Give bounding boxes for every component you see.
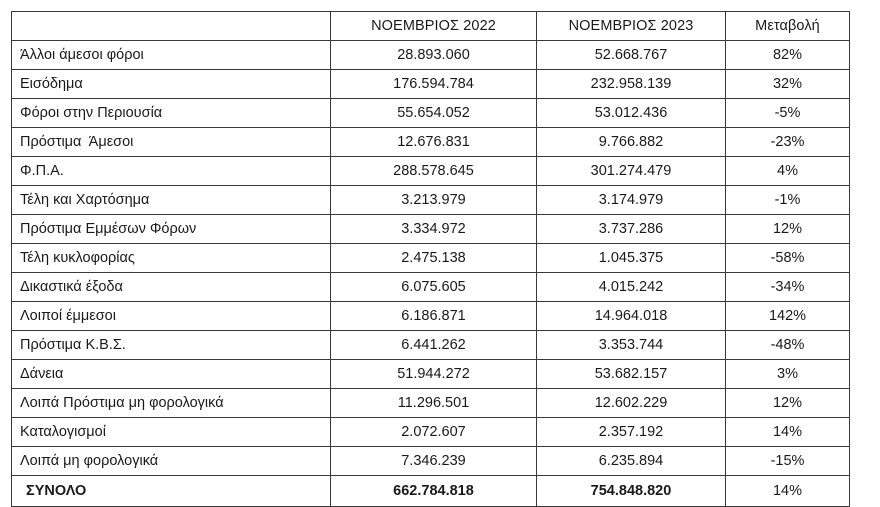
cell-change-percent: 12%: [726, 389, 850, 418]
cell-value-2023: 52.668.767: [537, 41, 726, 70]
revenue-comparison-table: [11, 11, 850, 507]
table-row: [12, 186, 850, 215]
table-total-row: [12, 476, 850, 507]
cell-value-2022: 6.441.262: [331, 331, 537, 360]
cell-change-percent: -15%: [726, 447, 850, 476]
cell-category-name: Τέλη κυκλοφορίας: [12, 244, 331, 273]
cell-value-2022: 11.296.501: [331, 389, 537, 418]
table-body: [12, 41, 850, 507]
cell-change-percent: 12%: [726, 215, 850, 244]
cell-value-2023: 53.012.436: [537, 99, 726, 128]
cell-change-percent: 82%: [726, 41, 850, 70]
cell-category-name: Πρόστιμα Άμεσοι: [12, 128, 331, 157]
cell-value-2023: 3.353.744: [537, 331, 726, 360]
cell-category-name: Λοιπά μη φορολογικά: [12, 447, 331, 476]
table-row: [12, 331, 850, 360]
cell-value-2022: 51.944.272: [331, 360, 537, 389]
table-row: [12, 157, 850, 186]
cell-change-percent: -48%: [726, 331, 850, 360]
cell-value-2023: 3.737.286: [537, 215, 726, 244]
cell-value-2023: 1.045.375: [537, 244, 726, 273]
cell-value-2023: 6.235.894: [537, 447, 726, 476]
column-header-november-2023: ΝΟΕΜΒΡΙΟΣ 2023: [537, 12, 726, 41]
table-header: [12, 12, 850, 41]
cell-category-name: Φόροι στην Περιουσία: [12, 99, 331, 128]
cell-change-percent: 32%: [726, 70, 850, 99]
total-change-percent: 14%: [726, 476, 850, 507]
cell-value-2022: 6.075.605: [331, 273, 537, 302]
cell-value-2023: 14.964.018: [537, 302, 726, 331]
cell-value-2022: 3.334.972: [331, 215, 537, 244]
cell-value-2023: 53.682.157: [537, 360, 726, 389]
cell-change-percent: 4%: [726, 157, 850, 186]
cell-change-percent: -34%: [726, 273, 850, 302]
cell-change-percent: -23%: [726, 128, 850, 157]
table-row: [12, 389, 850, 418]
cell-value-2022: 2.475.138: [331, 244, 537, 273]
cell-value-2022: 2.072.607: [331, 418, 537, 447]
column-header-change: Μεταβολή: [726, 12, 850, 41]
cell-value-2022: 12.676.831: [331, 128, 537, 157]
cell-change-percent: -1%: [726, 186, 850, 215]
cell-category-name: Άλλοι άμεσοι φόροι: [12, 41, 331, 70]
revenue-table-container: [11, 11, 849, 507]
table-row: [12, 41, 850, 70]
cell-change-percent: 3%: [726, 360, 850, 389]
cell-value-2022: 6.186.871: [331, 302, 537, 331]
total-value-2023: 754.848.820: [537, 476, 726, 507]
table-row: [12, 447, 850, 476]
total-value-2022: 662.784.818: [331, 476, 537, 507]
cell-value-2023: 9.766.882: [537, 128, 726, 157]
cell-category-name: Λοιποί έμμεσοι: [12, 302, 331, 331]
cell-value-2022: 55.654.052: [331, 99, 537, 128]
cell-value-2022: 28.893.060: [331, 41, 537, 70]
table-row: [12, 128, 850, 157]
cell-value-2022: 7.346.239: [331, 447, 537, 476]
cell-category-name: Φ.Π.Α.: [12, 157, 331, 186]
cell-value-2022: 3.213.979: [331, 186, 537, 215]
table-row: [12, 360, 850, 389]
cell-change-percent: -5%: [726, 99, 850, 128]
table-row: [12, 99, 850, 128]
cell-category-name: Καταλογισμοί: [12, 418, 331, 447]
cell-category-name: Δικαστικά έξοδα: [12, 273, 331, 302]
cell-change-percent: 14%: [726, 418, 850, 447]
cell-value-2023: 301.274.479: [537, 157, 726, 186]
table-row: [12, 302, 850, 331]
cell-category-name: Λοιπά Πρόστιμα μη φορολογικά: [12, 389, 331, 418]
column-header-label: [12, 12, 331, 41]
cell-value-2023: 2.357.192: [537, 418, 726, 447]
cell-category-name: Τέλη και Χαρτόσημα: [12, 186, 331, 215]
cell-value-2023: 232.958.139: [537, 70, 726, 99]
header-row: [12, 12, 850, 41]
cell-category-name: Δάνεια: [12, 360, 331, 389]
cell-change-percent: -58%: [726, 244, 850, 273]
total-label: ΣΥΝΟΛΟ: [12, 476, 331, 507]
cell-category-name: Πρόστιμα Εμμέσων Φόρων: [12, 215, 331, 244]
cell-value-2022: 176.594.784: [331, 70, 537, 99]
cell-change-percent: 142%: [726, 302, 850, 331]
table-row: [12, 70, 850, 99]
table-row: [12, 215, 850, 244]
table-row: [12, 244, 850, 273]
cell-value-2023: 12.602.229: [537, 389, 726, 418]
column-header-november-2022: ΝΟΕΜΒΡΙΟΣ 2022: [331, 12, 537, 41]
cell-category-name: Εισόδημα: [12, 70, 331, 99]
cell-value-2023: 4.015.242: [537, 273, 726, 302]
cell-value-2022: 288.578.645: [331, 157, 537, 186]
cell-value-2023: 3.174.979: [537, 186, 726, 215]
cell-category-name: Πρόστιμα Κ.Β.Σ.: [12, 331, 331, 360]
table-row: [12, 273, 850, 302]
table-row: [12, 418, 850, 447]
